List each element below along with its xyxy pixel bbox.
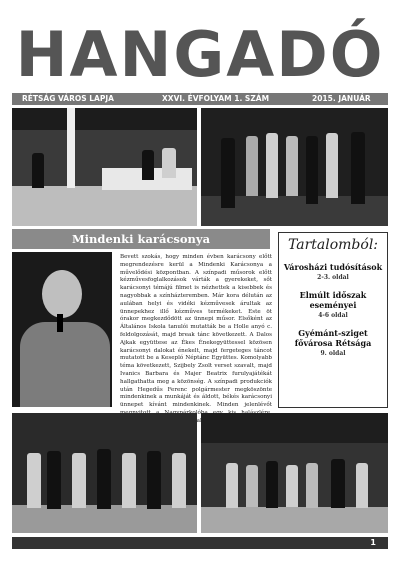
contents-box	[278, 232, 388, 408]
contents-item[interactable]: Gyémánt-sziget fővárosa Rétsága	[294, 328, 372, 348]
article-title: Mindenki karácsonya	[12, 229, 270, 249]
contents-page: 2-3. oldal	[317, 274, 349, 281]
photo-christmas-market	[12, 108, 197, 226]
volume-number: XXVI. ÉVFOLYAM 1. SZÁM	[162, 94, 270, 103]
page-number: 1	[370, 538, 376, 547]
masthead	[12, 20, 388, 90]
photo-choir-performance	[201, 108, 388, 226]
issue-date: 2015. JANUÁR	[312, 94, 371, 103]
newspaper-title: HANGADÓ	[15, 18, 385, 91]
contents-page: 9. oldal	[320, 350, 346, 357]
publication-name: RÉTSÁG VÁROS LAPJA	[22, 94, 114, 103]
issue-info-bar	[12, 93, 388, 105]
contents-item[interactable]: Városházi tudósítások	[283, 262, 383, 272]
contents-item[interactable]: Elmúlt időszak eseményei	[299, 290, 367, 310]
article-body: Bevett szokás, hogy minden évben karácsony előtt megrendezésre kerül a Mindenki Karácsonya a művelődési központban. A színpadi műsorok előtt kézművesfoglalkozások várták a gyerekeket, sőt karácsonyi témájú filmet is nézhettek a kisebbek és nagyobbak a színházteremben. Már kora délután az aulában helyi és vidéki kézművesek árultak az ünnepekhez illő kézműves termékeket. Este öt órakor megkezdődött az ünnepi műsor. Elsőként az Általános Iskola tanulói mutatták be a Holle anyó c. feldolgozását, majd break tánc következett. A Dalos Ajkak együttese az Ékes Énekegyüttessel közösen karácsonyi dalokat énekelt, majd fergeteges táncot mutatott be a Kesepló Néptánc Együttes. Komolyabb téma következett, Szijbely Zsolt verset szavalt, majd Ivanics Barbara és Majer Beatrix furulyajátékát hallgathatta meg a közönség. A színpadi produkciók után Hegedűs Ferenc polgármester megköszönte mindenkinek a munkáját és áldott, békés karácsonyi ünnepet kívánt mindenkinek. Minden jelenlévőt	[120, 254, 272, 409]
contents-page: 4-6 oldal	[318, 312, 348, 319]
contents-heading: Tartalomból:	[287, 237, 379, 253]
page-footer	[12, 537, 388, 549]
photo-mayor-speaking	[12, 252, 112, 407]
photo-stage-group	[201, 413, 388, 533]
photo-folk-dancers	[12, 413, 197, 533]
